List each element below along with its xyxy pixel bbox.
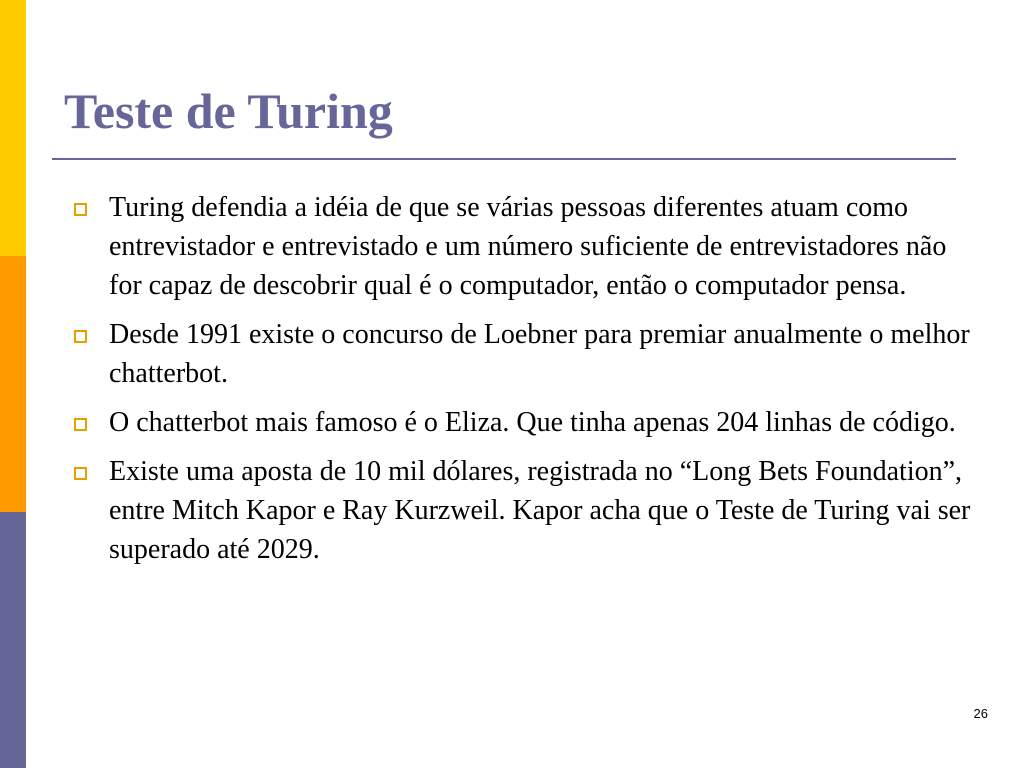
title-underline	[52, 158, 956, 160]
hollow-square-bullet-icon	[74, 467, 87, 480]
bullet-item	[72, 403, 972, 442]
bullet-text: Desde 1991 existe o concurso de Loebner para premiar anualmente o melhor chatterbot.	[109, 319, 970, 389]
slide-title: Teste de Turing	[64, 83, 393, 139]
hollow-square-bullet-icon	[74, 203, 87, 216]
slide-number: 26	[973, 706, 988, 721]
bullet-list	[72, 188, 972, 579]
hollow-square-bullet-icon	[74, 330, 87, 343]
bullet-text: Existe uma aposta de 10 mil dólares, registrada no “Long Bets Foundation”, entre Mitch Kapor e Ray Kurzweil. Kapor acha que o Teste de Turing vai ser superado até 2029.	[109, 456, 971, 565]
bullet-text: O chatterbot mais famoso é o Eliza. Que tinha apenas 204 linhas de código.	[109, 407, 956, 438]
bullet-text: Turing defendia a idéia de que se várias pessoas diferentes atuam como entrevistador e entrevistado e um número suficiente de entrevistadores não for capaz de descobrir qual é o computador, então o computador pensa.	[109, 192, 947, 301]
side-bar-orange	[0, 256, 26, 512]
bullet-item	[72, 188, 972, 305]
bullet-item	[72, 452, 972, 569]
hollow-square-bullet-icon	[74, 418, 87, 431]
bullet-item	[72, 315, 972, 393]
side-bar-purple	[0, 512, 26, 768]
side-bar-yellow	[0, 0, 26, 256]
